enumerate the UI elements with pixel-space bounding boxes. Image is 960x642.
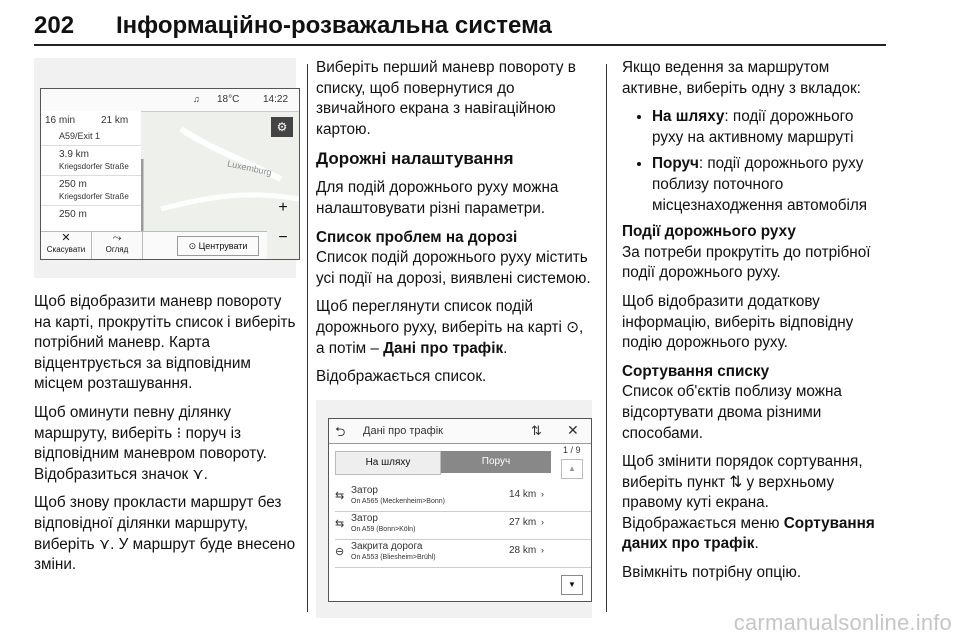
temperature: 18°C <box>217 94 240 105</box>
scroll-down-button[interactable]: ▼ <box>561 575 583 595</box>
list-item[interactable]: 250 m <box>41 205 141 232</box>
tab-list <box>622 107 888 216</box>
column-1 <box>34 58 296 584</box>
tab-on-route[interactable]: На шляху <box>335 451 441 475</box>
paragraph: За потреби прокрутіть до потрібної події дорожнього руху. <box>622 243 871 282</box>
menu-dots-icon: ⁝ <box>176 424 182 442</box>
sort-icon: ⇅ <box>729 473 743 491</box>
center-button[interactable]: ⊙ Центрувати <box>177 236 259 256</box>
paragraph: Щоб змінити порядок сортування, виберіть пункт ⇅ у верхньому правому куті екрана. <box>622 453 863 512</box>
avoid-icon: ⋎ <box>98 535 111 553</box>
column-divider-1 <box>307 64 308 612</box>
list-item: • Поруч: події дорожнього руху поблизу поточного місцезнаходження автомобіля <box>652 154 888 216</box>
page-indicator: 1 / 9 <box>563 444 581 455</box>
road-closed-icon: ⊖ <box>335 545 345 558</box>
watermark: carmanualsonline.info <box>733 610 952 635</box>
close-icon[interactable]: ✕ <box>567 421 579 438</box>
sort-icon[interactable]: ⇅ <box>531 422 542 438</box>
list-item[interactable]: 250 m Kriegsdorfer Straße <box>41 175 141 206</box>
list-item[interactable]: 3.9 km Kriegsdorfer Straße <box>41 145 141 176</box>
settings-button[interactable] <box>271 117 293 137</box>
close-icon: ✕ <box>61 232 71 244</box>
paragraph: Якщо ведення за маршрутом активне, виберіть одну з вкладок: <box>622 59 861 97</box>
bottom-bar <box>41 231 267 260</box>
paragraph: Щоб оминути певну ділянку маршруту, виберіть ⁝ поруч із відповідним маневром повороту. Відобразиться значок ⋎. <box>34 403 267 483</box>
route-icon: ⤳ <box>112 232 122 244</box>
paragraph: Виберіть перший маневр повороту в списку, щоб повернутися до звичайного екрана з навігаційною картою. <box>316 59 576 138</box>
page-number: 202 <box>34 12 75 39</box>
traffic-jam-icon: ⇆ <box>335 489 345 502</box>
chevron-right-icon: › <box>541 544 544 555</box>
clock: 14:22 <box>263 94 289 105</box>
scroll-up-button[interactable]: ▲ <box>561 459 583 479</box>
traffic-screen <box>328 418 592 602</box>
traffic-row[interactable]: ⇆ Затор On A59 (Bonn>Köln) 27 km › <box>335 511 591 540</box>
subsection-heading: Події дорожнього руху <box>622 223 796 241</box>
section-heading: Дорожні налаштування <box>316 149 514 169</box>
column-3 <box>622 58 888 592</box>
screen-title: Дані про трафік <box>363 424 443 437</box>
target-icon: ⊙ <box>566 318 579 336</box>
paragraph: Щоб переглянути список подій дорожнього руху, виберіть на карті ⊙, а потім – Дані про трафік. <box>316 298 584 357</box>
paragraph: Щоб знову прокласти маршрут без відповідної ділянки маршруту, виберіть ⋎. У маршрут буде внесено зміни. <box>34 494 296 574</box>
traffic-row[interactable]: ⊖ Закрита дорога On A553 (Bliesheim>Brühl) 28 km › <box>335 539 591 568</box>
cancel-button[interactable]: ✕ Скасувати <box>41 232 92 260</box>
distance: 21 km <box>101 115 129 126</box>
music-icon: ♫ <box>193 94 200 104</box>
exit-label: A59/Exit 1 <box>59 131 101 141</box>
chevron-right-icon: › <box>541 516 544 527</box>
page-title: Інформаційно-розважальна система <box>116 12 552 39</box>
title-bar <box>329 419 591 444</box>
back-icon[interactable]: ⮌ <box>335 423 346 439</box>
navigation-screenshot <box>34 58 296 278</box>
paragraph: Щоб відобразити додаткову інформацію, виберіть відповідну подію дорожнього руху. <box>622 292 854 352</box>
paragraph: Відображається список. <box>316 368 487 386</box>
gear-icon: ⚙ <box>276 120 288 134</box>
paragraph: Відображається меню Сортування даних про трафік. <box>622 514 875 553</box>
zoom-in-button[interactable]: + <box>278 199 288 216</box>
page-header <box>34 8 886 46</box>
paragraph: Щоб відобразити маневр повороту на карті, прокрутіть список і виберіть потрібний маневр. Карта відцентрується за відповідним місцем розташування. <box>34 293 296 393</box>
subsection-heading: Сортування списку <box>622 362 770 380</box>
zoom-out-button[interactable]: − <box>278 229 288 246</box>
paragraph: Ввімкніть потрібну опцію. <box>622 564 802 582</box>
column-divider-2 <box>606 64 607 612</box>
traffic-screenshot <box>316 400 592 618</box>
paragraph: Для подій дорожнього руху можна налаштовувати різні параметри. <box>316 179 559 217</box>
avoid-icon: ⋎ <box>192 465 204 483</box>
nav-screen <box>40 88 300 260</box>
list-item: • На шляху: події дорожнього руху на активному маршруті <box>652 107 888 148</box>
traffic-jam-icon: ⇆ <box>335 517 345 530</box>
target-icon: ⊙ <box>188 241 197 251</box>
map-label: Luxemburg <box>226 158 273 178</box>
eta: 16 min <box>45 115 76 126</box>
route-list <box>41 111 141 231</box>
paragraph: Список подій дорожнього руху містить усі події на дорозі, виявлені системою. <box>316 249 591 287</box>
overview-button[interactable]: ⤳ Огляд <box>92 232 143 260</box>
column-2 <box>316 58 592 618</box>
chevron-right-icon: › <box>541 488 544 499</box>
paragraph: Список об'єктів поблизу можна відсортувати двома різними способами. <box>622 383 842 442</box>
subsection-heading: Список проблем на дорозі <box>316 228 518 246</box>
tab-nearby[interactable]: Поруч <box>441 451 551 473</box>
traffic-row[interactable]: ⇆ Затор On A565 (Meckenheim>Bonn) 14 km › <box>335 483 591 512</box>
